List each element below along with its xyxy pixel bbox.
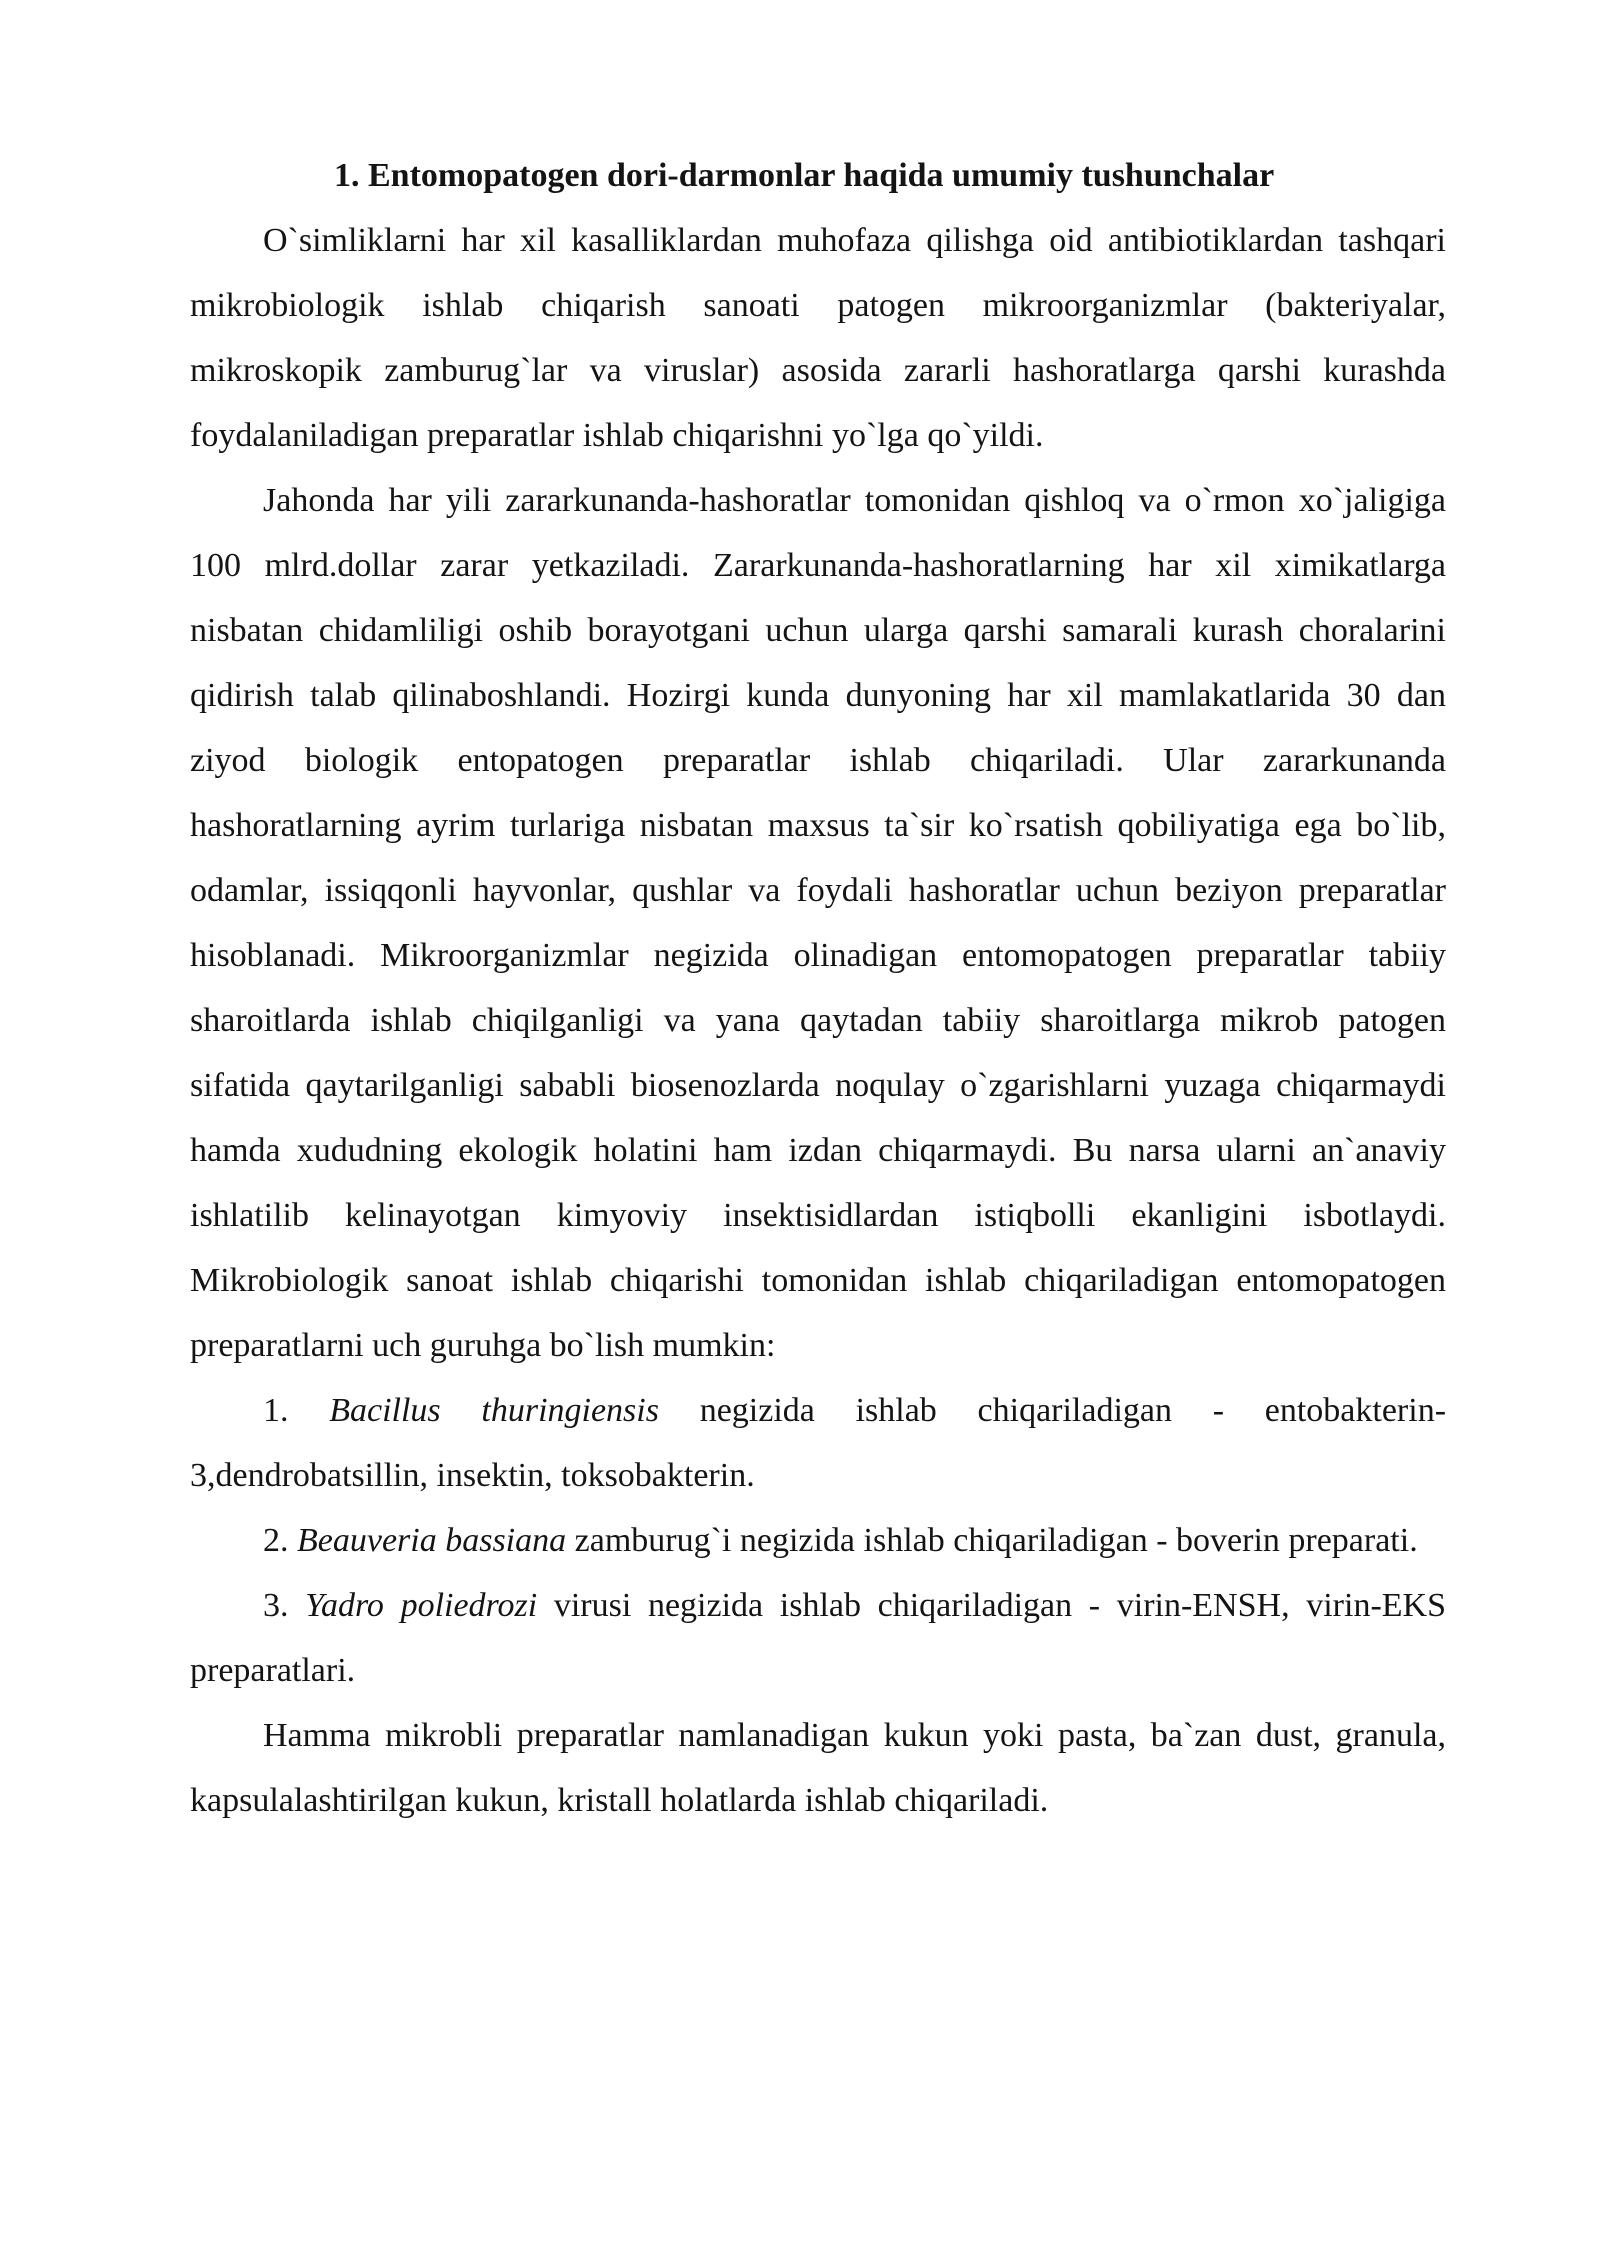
- organism-name: Yadro poliedrozi: [305, 1587, 538, 1624]
- list-item-text: virusi negizida ishlab chiqariladigan - virin-ENSH, virin-EKS preparatlari.: [190, 1587, 1446, 1689]
- list-item-2: [190, 1508, 1446, 1573]
- paragraph-main: Jahonda har yili zararkunanda-hashoratlar tomonidan qishloq va o`rmon xo`jaligiga 100 mlrd.dollar zarar yetkaziladi. Zararkunanda-hashoratlarning har xil ximikatlarga nisbatan chidamliligi oshib borayotgani uchun ularga qarshi samarali kurash choralarini qidirish talab qilinaboshlandi. Hozirgi kunda dunyoning har xil mamlakatlarida 30 dan ziyod biologik entopatogen preparatlar ishlab chiqariladi. Ular zararkunanda hashoratlarning ayrim turlariga nisbatan maxsus ta`sir ko`rsatish qobiliyatiga ega bo`lib, odamlar, issiqqonli hayvonlar, qushlar va foydali hashoratlar uchun beziyon preparatlar hisoblanadi. Mikroorganizmlar negizida olinadigan entomopatogen preparatlar tabiiy sharoitlarda ishlab chiqilganligi va yana qaytadan tabiiy sharoitlarga mikrob patogen sifatida qaytarilganligi sababli biosenozlarda noqulay o`zgarishlarni yuzaga chiqarmaydi hamda xududning ekologik holatini ham izdan chiqarmaydi. Bu narsa ularni an`anaviy ishlatilib kelinayotgan kimyoviy insektisidlardan istiqbolli ekanligini isbotlaydi. Mikrobiologik sanoat ishlab chiqarishi tomonidan ishlab chiqariladigan entomopatogen preparatlarni uch guruhga bo`lish mumkin:: [190, 482, 1446, 1364]
- list-item-3: [190, 1573, 1446, 1703]
- organism-name: Bacillus thuringiensis: [329, 1392, 659, 1429]
- paragraph-closing: Hamma mikrobli preparatlar namlanadigan kukun yoki pasta, ba`zan dust, granula, kapsulalashtirilgan kukun, kristall holatlarda ishlab chiqariladi.: [190, 1717, 1446, 1819]
- section-title: 1. Entomopatogen dori-darmonlar haqida umumiy tushunchalar: [334, 157, 1275, 194]
- list-number: 2.: [263, 1522, 289, 1559]
- document-content: [190, 150, 1446, 1833]
- list-number: 1.: [263, 1392, 289, 1429]
- list-number: 3.: [263, 1587, 289, 1624]
- list-item-text: zamburug`i negizida ishlab chiqariladigan - boverin preparati.: [574, 1522, 1418, 1559]
- list-item-1: [190, 1378, 1446, 1508]
- list-item-text: negizida ishlab chiqariladigan - entobakterin-3,dendrobatsillin, insektin, toksobakterin.: [190, 1392, 1447, 1494]
- organism-name: Beauveria bassiana: [297, 1522, 567, 1559]
- paragraph-intro: O`simliklarni har xil kasalliklardan muhofaza qilishga oid antibiotiklardan tashqari mikrobiologik ishlab chiqarish sanoati patogen mikroorganizmlar (bakteriyalar, mikroskopik zamburug`lar va viruslar) asosida zararli hashoratlarga qarshi kurashda foydalaniladigan preparatlar ishlab chiqarishni yo`lga qo`yildi.: [190, 222, 1446, 454]
